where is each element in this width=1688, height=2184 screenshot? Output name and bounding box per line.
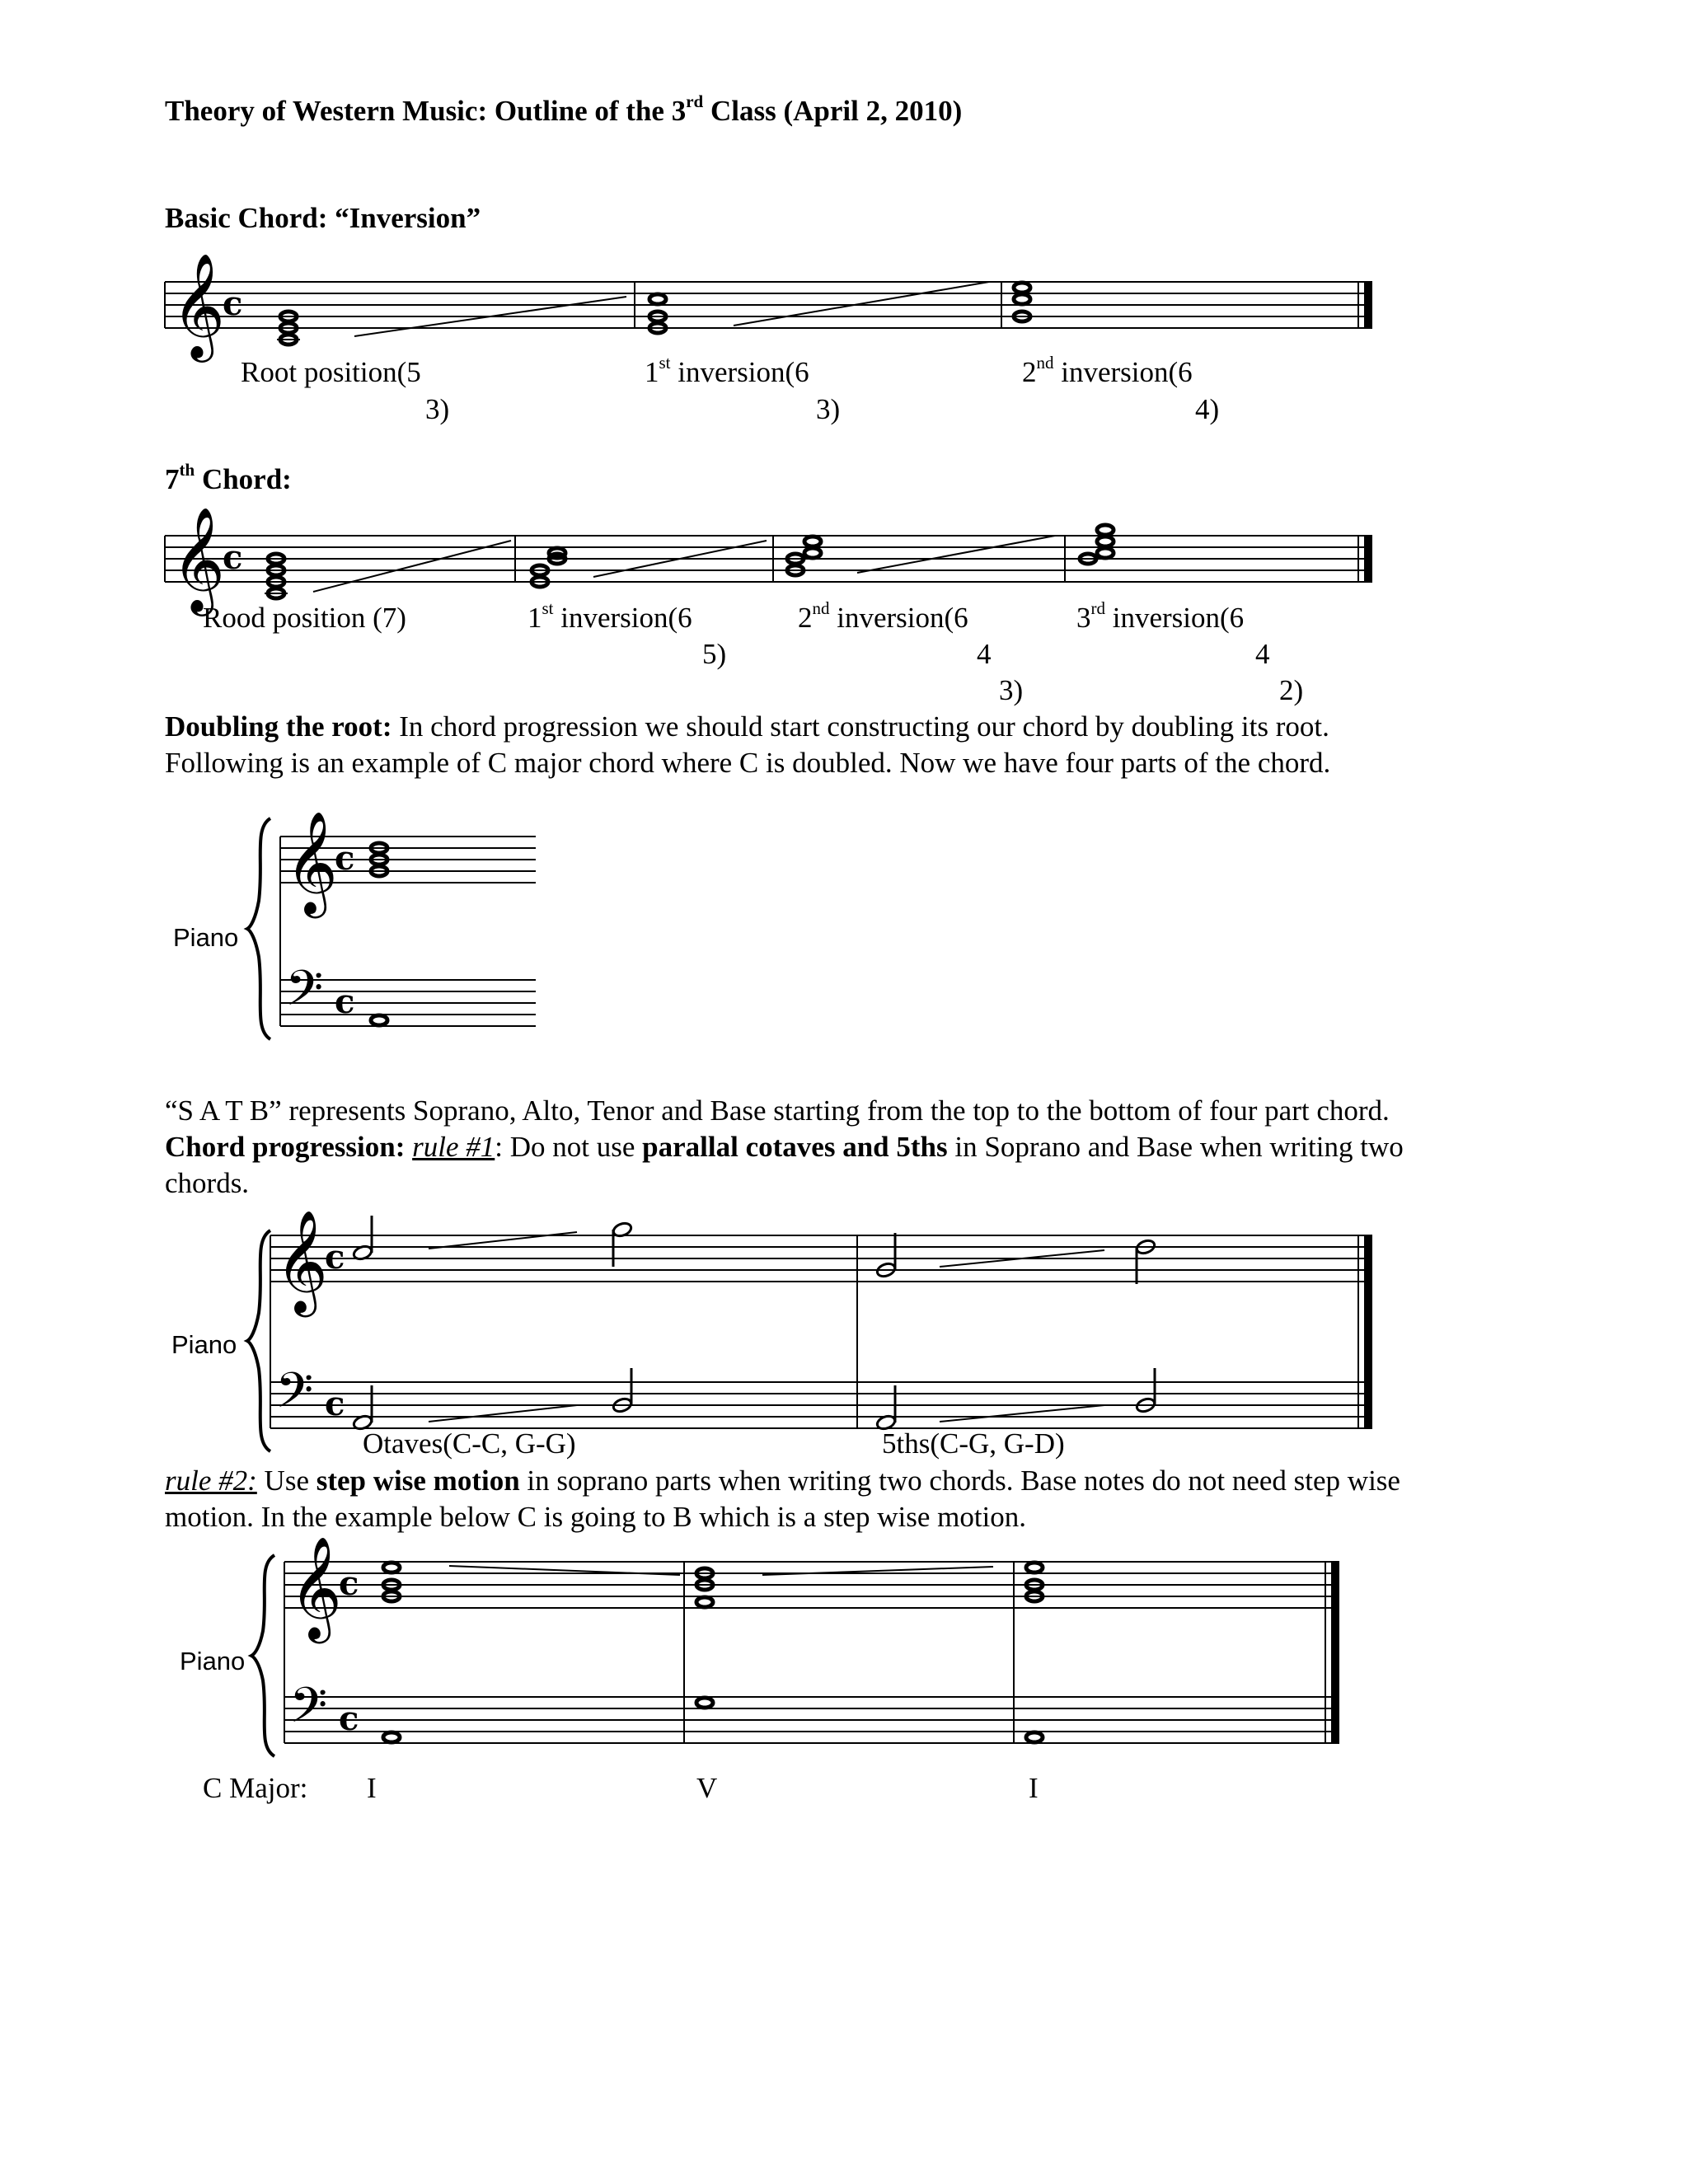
seventh-label-first-fig: 5) xyxy=(702,638,727,670)
seventh-label-second-fig3: 3) xyxy=(999,674,1024,706)
svg-text:𝄞: 𝄞 xyxy=(285,811,338,914)
inversion-label-second: 2nd inversion(6 xyxy=(1022,353,1193,388)
svg-text:𝄞: 𝄞 xyxy=(171,506,226,612)
svg-text:𝄢: 𝄢 xyxy=(275,1361,314,1431)
stepwise-grand-staff xyxy=(251,1536,1348,1768)
inversion-label-root: Root position(5 xyxy=(241,356,421,388)
piano-label-3: Piano xyxy=(180,1647,246,1675)
inversion-label-first-fig: 3) xyxy=(816,393,841,425)
svg-text:𝄞: 𝄞 xyxy=(275,1210,328,1313)
svg-text:c: c xyxy=(335,839,355,878)
svg-text:𝄢: 𝄢 xyxy=(289,1676,328,1746)
seventh-staff xyxy=(165,494,1385,610)
seventh-label-first: 1st inversion(6 xyxy=(528,598,692,634)
doubling-grand-staff xyxy=(247,804,544,1059)
seventh-label-root: Rood position (7) xyxy=(203,602,406,634)
label-fifths: 5ths(C-G, G-D) xyxy=(882,1427,1065,1460)
svg-text:c: c xyxy=(325,1238,345,1277)
svg-text:c: c xyxy=(223,284,243,323)
inversion-staff xyxy=(165,247,1385,363)
seventh-label-third: 3rd inversion(6 xyxy=(1076,598,1245,634)
svg-text:c: c xyxy=(339,1564,359,1603)
parallels-grand-staff xyxy=(247,1210,1385,1463)
roman-numeral-2: V xyxy=(696,1772,718,1804)
svg-text:𝄞: 𝄞 xyxy=(171,252,226,358)
satb-line: “S A T B” represents Soprano, Alto, Tenor and Base starting from the top to the bottom of four part chord. xyxy=(165,1094,1390,1127)
svg-text:c: c xyxy=(335,982,355,1021)
page-title: Theory of Western Music: Outline of the 3rd Class (April 2, 2010) xyxy=(165,91,963,127)
svg-text:𝄢: 𝄢 xyxy=(285,959,324,1029)
svg-text:𝄞: 𝄞 xyxy=(289,1536,342,1639)
key-label: C Major: xyxy=(203,1772,308,1804)
svg-text:c: c xyxy=(339,1699,359,1738)
piano-label-2: Piano xyxy=(171,1330,237,1359)
doubling-paragraph: Doubling the root: In chord progression we should start constructing our chord by doubling its root. Following is an example of C major chord where C is doubled. Now we have four parts of the chord. xyxy=(165,710,1331,779)
inversion-label-first: 1st inversion(6 xyxy=(645,353,809,388)
rule2-paragraph: rule #2: Use step wise motion in soprano parts when writing two chords. Base notes do not need step wise motion. In the example below C is going to B which is a step wise motion. xyxy=(165,1465,1400,1533)
svg-text:c: c xyxy=(325,1385,345,1423)
roman-numeral-1: I xyxy=(367,1772,377,1804)
seventh-label-third-fig2: 4 xyxy=(1255,638,1270,670)
piano-label-1: Piano xyxy=(173,923,239,952)
inversion-label-root-fig: 3) xyxy=(425,393,450,425)
roman-numeral-3: I xyxy=(1029,1772,1039,1804)
seventh-label-second-fig2: 4 xyxy=(977,638,992,670)
inversion-label-second-fig: 4) xyxy=(1195,393,1220,425)
seventh-heading: 7th Chord: xyxy=(165,460,292,495)
svg-text:c: c xyxy=(223,538,243,577)
seventh-label-third-fig3: 2) xyxy=(1279,674,1304,706)
inversion-heading: Basic Chord: “Inversion” xyxy=(165,202,481,234)
seventh-label-second: 2nd inversion(6 xyxy=(798,598,968,634)
label-octaves: Otaves(C-C, G-G) xyxy=(363,1427,576,1460)
rule1-paragraph: Chord progression: rule #1: Do not use parallal cotaves and 5ths in Soprano and Base when writing two chords. xyxy=(165,1131,1404,1199)
